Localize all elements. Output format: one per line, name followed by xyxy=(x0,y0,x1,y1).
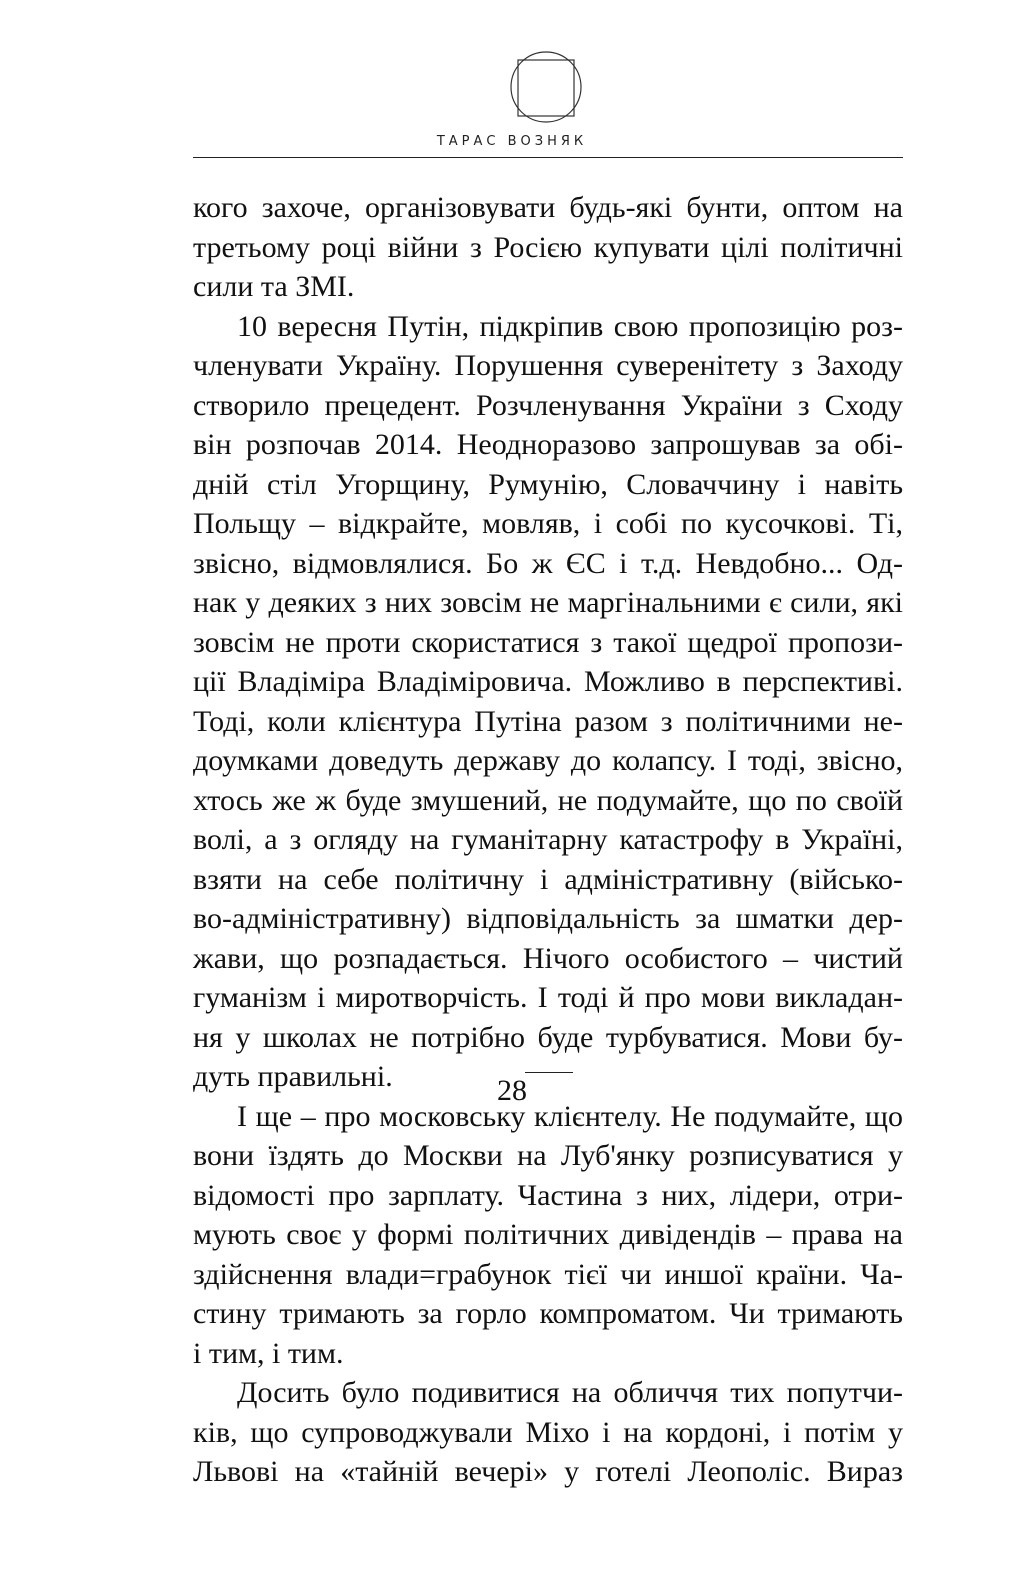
text-line: стину тримають за горло компроматом. Чи тримають xyxy=(193,1297,903,1330)
text-line: Досить було подивитися на обличчя тих попутчи- xyxy=(237,1376,903,1409)
footer-rule xyxy=(525,1072,573,1073)
text-line: 10 вересня Путін, підкріпив свою пропозицію роз- xyxy=(237,309,903,343)
running-header-author: ТАРАС ВОЗНЯК xyxy=(436,134,588,149)
text-line: відомості про зарплату. Частина з них, лідери, отри- xyxy=(193,1178,903,1212)
paragraph xyxy=(193,307,903,1097)
text-line: жави, що розпадається. Нічого особистого – чистий xyxy=(193,941,903,975)
text-line: зовсім не проти скористатися з такої щедрої пропози- xyxy=(193,625,903,659)
text-line: доумками доведуть державу до колапсу. І тоді, звісно, xyxy=(193,744,903,777)
body-text xyxy=(193,188,903,1492)
paragraph xyxy=(193,1097,903,1374)
text-line: здійснення влади=грабунок тієї чи иншої країни. Ча- xyxy=(193,1257,903,1291)
text-line: третьому році війни з Росією купувати цілі політичні xyxy=(193,230,903,264)
circle-square-emblem-icon xyxy=(510,48,600,126)
text-line: Тоді, коли клієнтура Путіна разом з політичними не- xyxy=(193,704,903,738)
text-line: взяти на себе політичну і адміністративну (військо- xyxy=(193,862,903,896)
text-line: дуть правильні. xyxy=(193,1060,393,1093)
text-line: гуманізм і миротворчість. І тоді й про мови викладан- xyxy=(193,981,903,1014)
text-line: він розпочав 2014. Неодноразово запрошував за обі- xyxy=(193,428,903,461)
text-line: хтось же ж буде змушений, не подумайте, що по своїй xyxy=(193,783,903,817)
text-line: волі, а з огляду на гуманітарну катастрофу в Україні, xyxy=(193,823,903,856)
header-rule xyxy=(193,157,903,158)
text-line: дній стіл Угорщину, Румунію, Словаччину і навіть xyxy=(193,467,903,501)
text-line: мують своє у формі політичних дивідендів – права на xyxy=(193,1218,903,1251)
text-line: нак у деяких з них зовсім не маргінальними є сили, які xyxy=(193,586,903,619)
text-line: і тим, і тим. xyxy=(193,1336,344,1370)
text-line: во-адміністративну) відповідальність за шматки дер- xyxy=(193,902,903,935)
text-line: сили та ЗМІ. xyxy=(193,270,355,303)
page-number: 28 xyxy=(497,1074,527,1107)
text-line: Львові на «тайній вечері» у готелі Леополіс. Вираз xyxy=(193,1455,903,1488)
text-line: ня у школах не потрібно буде турбуватися. Мови бу- xyxy=(193,1020,903,1054)
text-line: Польщу – відкрайте, мовляв, і собі по кусочкові. Ті, xyxy=(193,507,903,540)
text-line: членувати Україну. Порушення суверенітету з Заходу xyxy=(193,349,903,382)
text-line: І ще – про московську клієнтелу. Не подумайте, що xyxy=(237,1099,903,1133)
text-line: вони їздять до Москви на Луб'янку розписуватися у xyxy=(193,1139,903,1172)
text-line: створило прецедент. Розчленування України з Сходу xyxy=(193,388,903,422)
text-line: ків, що супроводжували Міхо і на кордоні, і потім у xyxy=(193,1415,903,1449)
paragraph xyxy=(193,1373,903,1492)
paragraph xyxy=(193,188,903,307)
text-line: ції Владіміра Владіміровича. Можливо в перспективі. xyxy=(193,665,903,698)
text-line: звісно, відмовлялися. Бо ж ЄС і т.д. Невдобно... Од- xyxy=(193,546,903,580)
text-line: кого захоче, організовувати будь-які бунти, оптом на xyxy=(193,191,903,224)
